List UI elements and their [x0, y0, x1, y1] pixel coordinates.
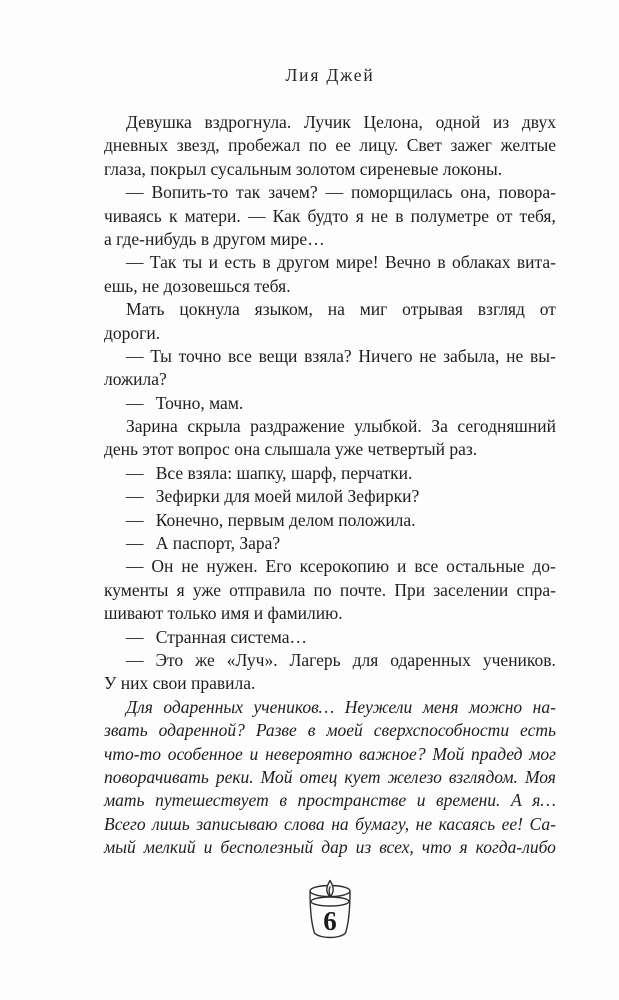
text-line: чиваясь к матери. — Как будто я не в полуметре от тебя, — [104, 205, 556, 226]
text-line: — Он не нужен. Его ксерокопию и все остальные до- — [126, 556, 556, 577]
text-line: день этот вопрос она слышала уже четвертый раз. — [104, 439, 478, 460]
text-line: кументы я уже отправила по почте. При заселении спра- — [104, 579, 556, 600]
text-line: — Точно, мам. — [126, 392, 244, 413]
text-line: дороги. — [104, 322, 161, 343]
text-line: что-то особенное и невероятно важное? Мой прадед мог — [104, 743, 556, 764]
text-line: Зарина скрыла раздражение улыбкой. За сегодняшний — [126, 416, 556, 437]
text-line: — Все взяла: шапку, шарф, перчатки. — [126, 462, 413, 483]
page-footer — [104, 879, 556, 942]
text-line: — Так ты и есть в другом мире! Вечно в облаках вита- — [126, 252, 556, 273]
text-line: поворачивать реки. Мой отец кует железо взглядом. Моя — [104, 766, 556, 787]
text-line: — Это же «Луч». Лагерь для одаренных учеников. — [126, 649, 556, 670]
text-line: а где-нибудь в другом мире… — [104, 228, 325, 249]
text-line: дневных звезд, пробежал по ее лицу. Свет зажег желтые — [104, 135, 556, 156]
text-line: мать путешествует в пространстве и времени. А я… — [104, 790, 556, 811]
text-line: шивают только имя и фамилию. — [104, 603, 343, 624]
text-line: — Странная система… — [126, 626, 308, 647]
text-line: ешь, не дозовешься тебя. — [104, 275, 291, 296]
text-line: звать одаренной? Разве в моей сверхспособности есть — [104, 720, 556, 741]
text-line: глаза, покрыл сусальным золотом сиреневые локоны. — [104, 158, 503, 179]
text-line: Для одаренных учеников… Неужели меня можно на- — [126, 696, 556, 717]
text-line: — Ты точно все вещи взяла? Ничего не забыла, не вы- — [126, 345, 556, 366]
text-line: ложила? — [104, 369, 167, 390]
text-line: Девушка вздрогнула. Лучик Целона, одной из двух — [126, 112, 556, 132]
body-text — [104, 111, 556, 860]
candle-icon — [307, 879, 353, 942]
text-line: — А паспорт, Зара? — [126, 533, 281, 554]
running-header: Лия Джей — [285, 65, 375, 85]
page-number: 6 — [323, 906, 337, 936]
text-line: — Зефирки для моей милой Зефирки? — [126, 486, 420, 507]
text-line: Мать цокнула языком, на миг отрывая взгляд от — [126, 299, 556, 320]
text-line: Всего лишь записываю слова на бумагу, не касаясь ее! Са- — [104, 813, 556, 834]
text-line: У них свои правила. — [104, 673, 256, 694]
text-line: — Конечно, первым делом положила. — [126, 509, 416, 530]
text-line: — Вопить-то так зачем? — поморщилась она, повора- — [126, 182, 556, 203]
text-line: мый мелкий и бесполезный дар из всех, что я когда-либо — [104, 837, 556, 858]
